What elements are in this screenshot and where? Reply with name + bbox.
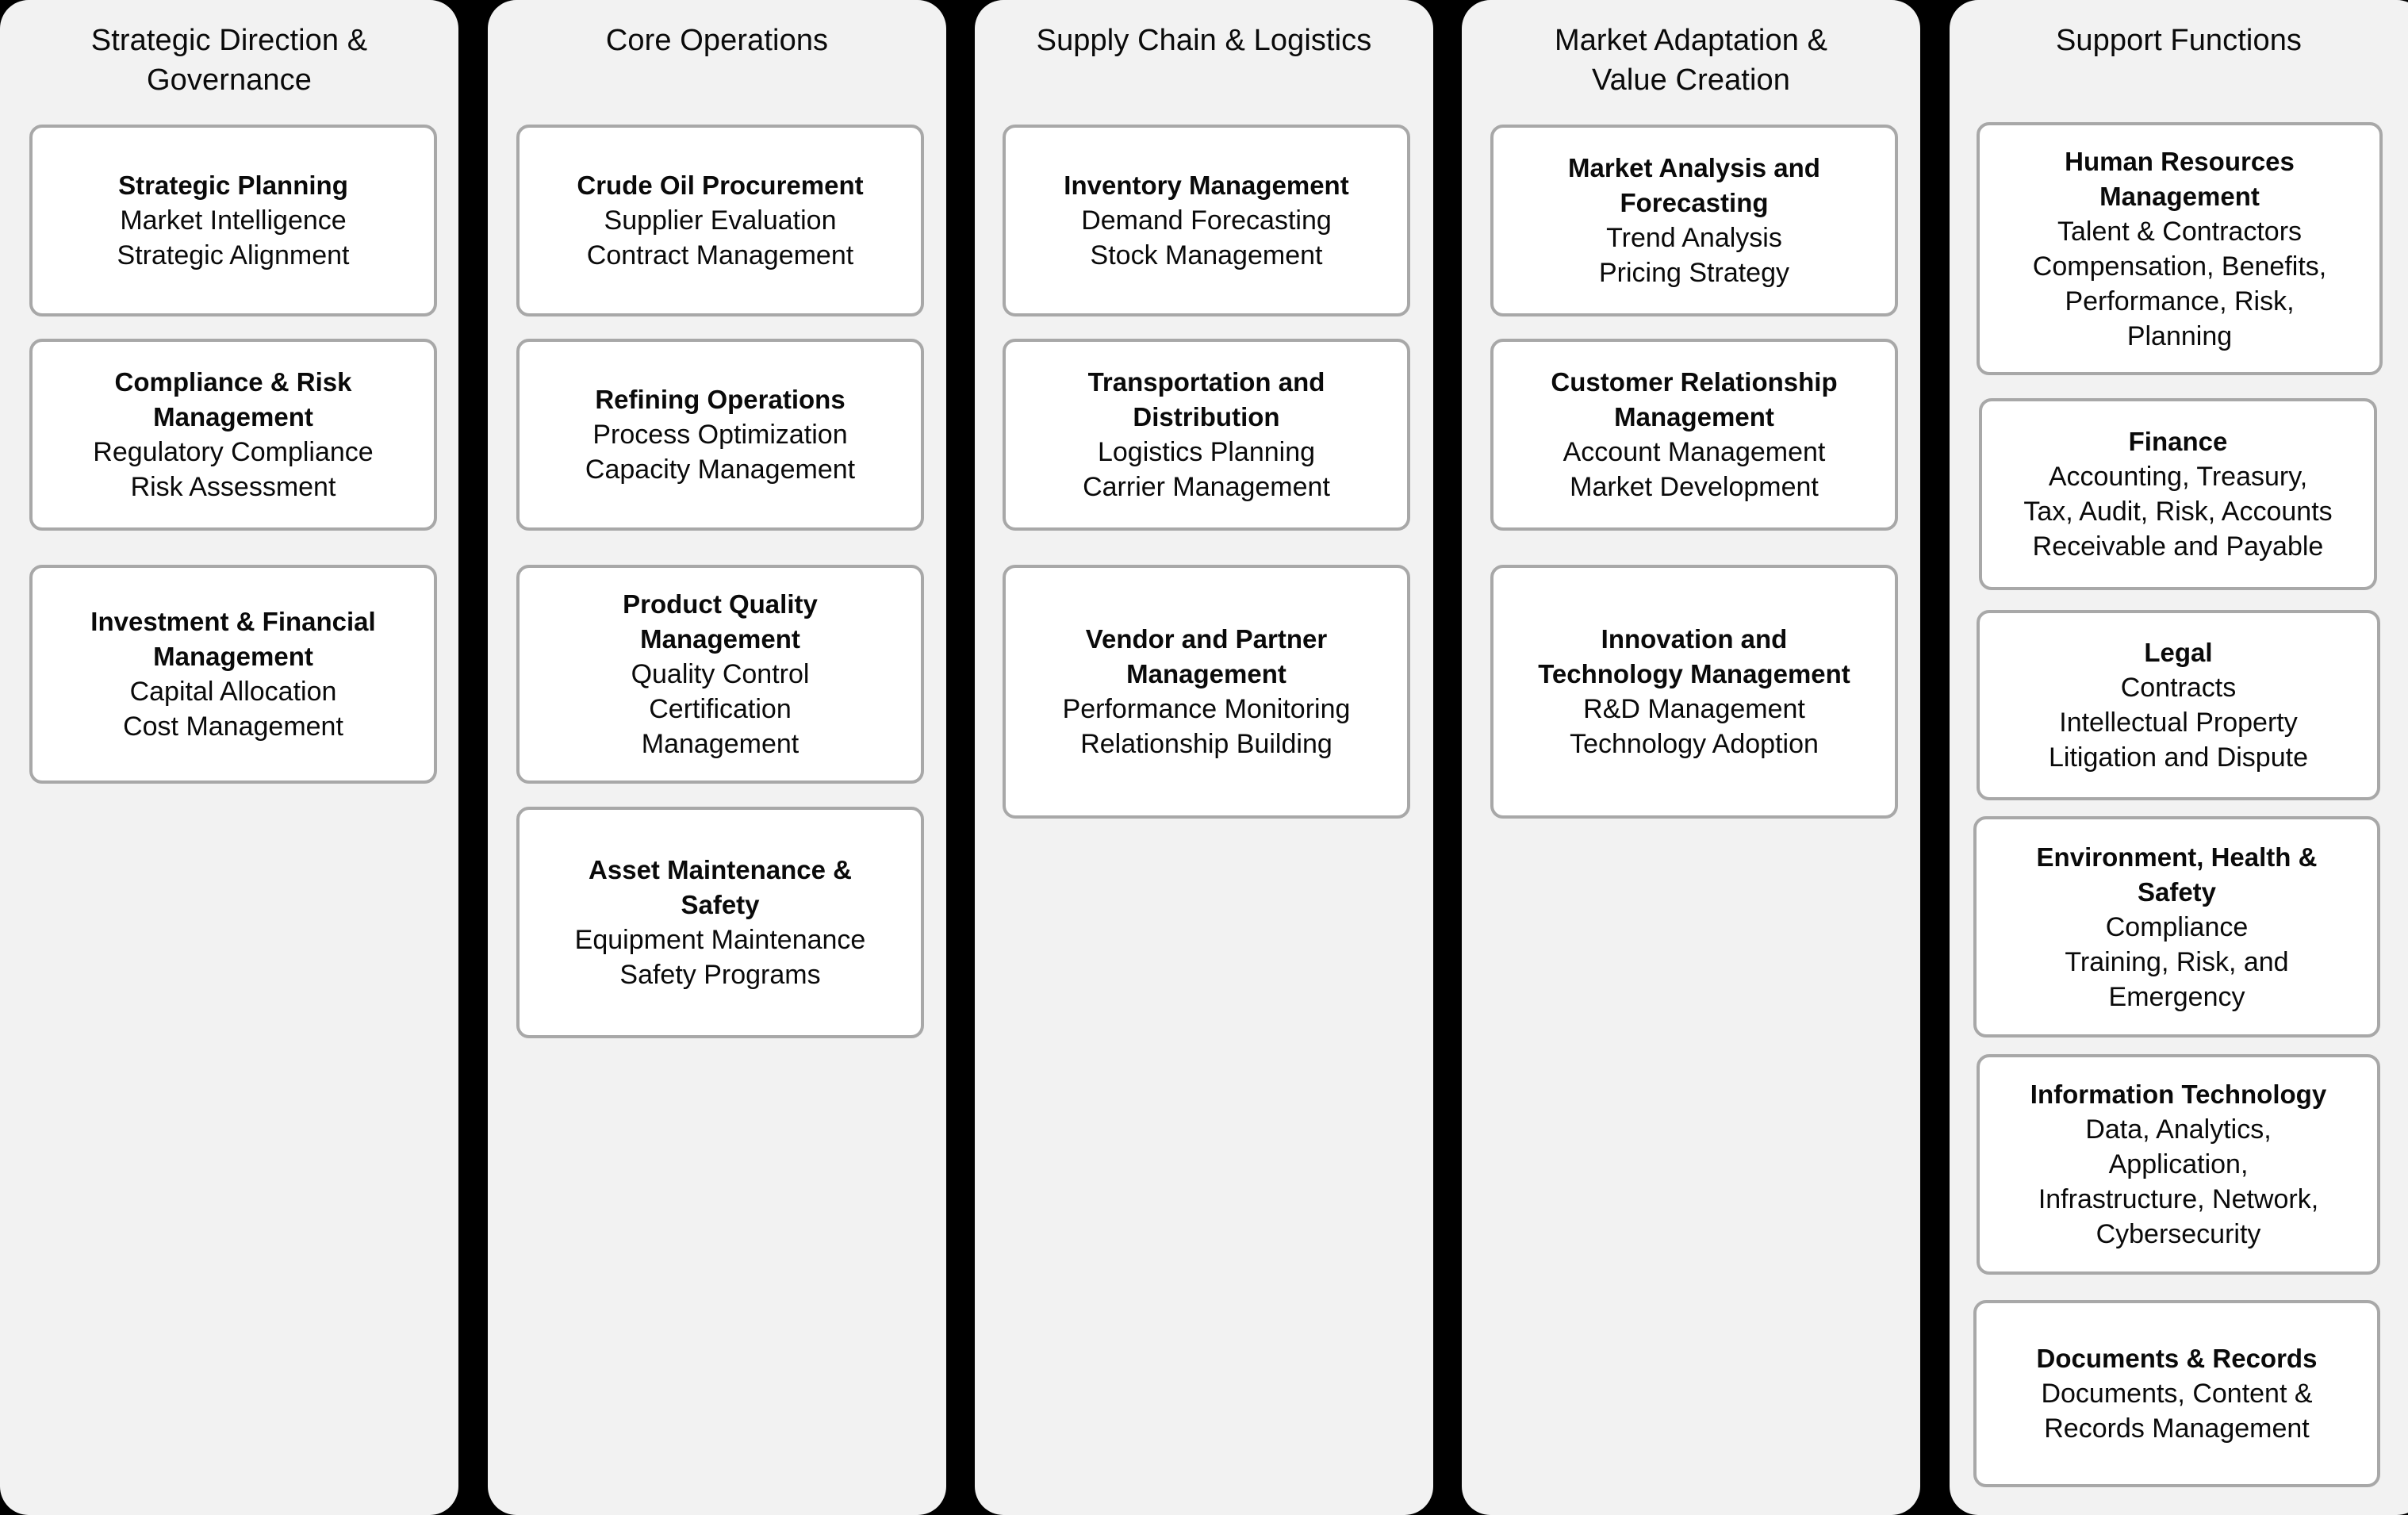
box-title: Technology Management [1538, 659, 1850, 688]
box-title: Safety [681, 890, 760, 919]
box-detail: R&D Management [1583, 694, 1805, 724]
column-title-line: Support Functions [2055, 24, 2303, 57]
box-title: Compliance & Risk [114, 367, 352, 397]
box-detail: Strategic Alignment [117, 240, 350, 270]
box-detail: Equipment Maintenance [574, 925, 866, 955]
box-title: Transportation and [1087, 367, 1325, 397]
box-title: Distribution [1133, 402, 1280, 431]
box-title: Management [153, 402, 313, 431]
box-detail: Market Intelligence [120, 205, 347, 236]
box-detail: Contracts [2120, 673, 2237, 703]
box-detail: Cybersecurity [2095, 1219, 2261, 1249]
box-title: Environment, Health & [2036, 842, 2318, 872]
box-detail: Management [641, 729, 799, 759]
capability-box-product-quality[interactable] [516, 565, 924, 784]
box-title: Innovation and [1601, 624, 1788, 654]
capability-box-investment-financial[interactable] [29, 565, 437, 784]
box-title: Customer Relationship [1551, 367, 1838, 397]
column-title-line: Core Operations [605, 24, 829, 57]
box-detail: Tax, Audit, Risk, Accounts [2023, 497, 2333, 527]
capability-box-market-analysis[interactable] [1490, 125, 1898, 316]
box-detail: Relationship Building [1080, 729, 1332, 759]
column-title-line: Market Adaptation & [1554, 24, 1828, 57]
column-title-line: Governance [146, 63, 312, 97]
box-detail: Process Optimization [592, 420, 848, 450]
box-detail: Talent & Contractors [2057, 216, 2303, 247]
box-detail: Demand Forecasting [1081, 205, 1332, 236]
capability-box-customer-relationship[interactable] [1490, 339, 1898, 531]
box-title: Inventory Management [1064, 171, 1349, 200]
capability-box-compliance-risk[interactable] [29, 339, 437, 531]
box-title: Management [1126, 659, 1286, 688]
column-title [0, 21, 458, 100]
box-detail: Training, Risk, and [2065, 946, 2289, 977]
box-detail: Emergency [2108, 981, 2245, 1012]
box-title: Management [1614, 402, 1774, 431]
box-detail: Trend Analysis [1606, 223, 1782, 253]
box-detail: Litigation and Dispute [2048, 742, 2308, 773]
column-title-line: Strategic Direction & [90, 24, 368, 57]
box-title: Product Quality [623, 589, 818, 619]
box-title: Management [640, 624, 800, 654]
column-market-adaptation-value-creation [1462, 0, 1920, 1515]
box-detail: Pricing Strategy [1599, 258, 1789, 288]
box-detail: Regulatory Compliance [93, 437, 374, 467]
box-title: Refining Operations [595, 385, 845, 414]
column-supply-chain-logistics [975, 0, 1433, 1515]
box-title: Finance [2128, 427, 2228, 456]
box-title: Crude Oil Procurement [577, 171, 864, 200]
column-title [1950, 21, 2408, 60]
column-title-line: Value Creation [1592, 63, 1790, 97]
box-detail: Data, Analytics, [2085, 1114, 2272, 1145]
box-detail: Compensation, Benefits, [2032, 251, 2327, 282]
box-detail: Infrastructure, Network, [2038, 1184, 2319, 1214]
box-detail: Market Development [1570, 472, 1819, 502]
box-detail: Documents, Content & [2041, 1379, 2313, 1409]
capability-box-asset-maintenance[interactable] [516, 807, 924, 1038]
box-detail: Certification [649, 694, 792, 724]
box-title: Investment & Financial [90, 607, 376, 636]
box-detail: Performance Monitoring [1062, 694, 1351, 724]
box-title: Legal [2144, 638, 2213, 667]
box-detail: Intellectual Property [2059, 708, 2298, 738]
box-title: Management [2099, 181, 2260, 211]
box-detail: Contract Management [586, 240, 854, 270]
box-detail: Capacity Management [585, 454, 856, 485]
box-title: Market Analysis and [1568, 153, 1820, 182]
box-detail: Compliance [2105, 911, 2249, 942]
box-detail: Receivable and Payable [2032, 531, 2324, 562]
column-support-functions [1950, 0, 2408, 1515]
box-title: Strategic Planning [118, 171, 348, 200]
capability-box-information-technology[interactable] [1977, 1054, 2380, 1275]
box-title: Human Resources [2065, 146, 2295, 176]
box-detail: Carrier Management [1083, 472, 1330, 502]
box-title: Forecasting [1620, 188, 1769, 217]
box-detail: Performance, Risk, [2065, 286, 2295, 316]
capability-box-refining-operations[interactable] [516, 339, 924, 531]
box-title: Documents & Records [2036, 1344, 2318, 1373]
box-title: Asset Maintenance & [589, 855, 852, 884]
capability-box-innovation-technology[interactable] [1490, 565, 1898, 819]
box-detail: Cost Management [123, 711, 343, 742]
capability-box-strategic-planning[interactable] [29, 125, 437, 316]
box-title: Management [153, 642, 313, 671]
box-detail: Logistics Planning [1097, 437, 1316, 467]
box-detail: Account Management [1563, 437, 1826, 467]
box-title: Safety [2137, 876, 2217, 907]
box-detail: Planning [2126, 320, 2233, 351]
box-detail: Accounting, Treasury, [2048, 462, 2308, 492]
capability-box-environment-health-safety[interactable] [1973, 816, 2380, 1037]
box-title: Information Technology [2030, 1080, 2327, 1109]
capability-box-transportation-distribution[interactable] [1003, 339, 1410, 531]
column-title [975, 21, 1433, 60]
box-detail: Technology Adoption [1570, 729, 1819, 759]
box-detail: Supplier Evaluation [604, 205, 837, 236]
column-core-operations [488, 0, 946, 1515]
box-title: Vendor and Partner [1085, 624, 1328, 654]
box-detail: Stock Management [1090, 240, 1323, 270]
box-detail: Risk Assessment [130, 472, 336, 502]
box-detail: Safety Programs [619, 960, 821, 990]
box-detail: Capital Allocation [129, 677, 337, 707]
column-strategic-direction-governance [0, 0, 458, 1515]
capability-box-crude-oil-procurement[interactable] [516, 125, 924, 316]
column-title [488, 21, 946, 60]
column-title-line: Supply Chain & Logistics [1036, 24, 1372, 57]
capability-box-documents-records[interactable] [1973, 1300, 2380, 1487]
capability-box-inventory-management[interactable] [1003, 125, 1410, 316]
box-detail: Quality Control [631, 659, 810, 689]
box-detail: Application, [2108, 1149, 2249, 1179]
capability-box-human-resources[interactable] [1977, 122, 2383, 375]
capability-box-vendor-partner[interactable] [1003, 565, 1410, 819]
column-title [1462, 21, 1920, 100]
capability-box-legal[interactable] [1977, 610, 2380, 800]
box-detail: Records Management [2044, 1413, 2310, 1444]
capability-box-finance[interactable] [1979, 398, 2377, 590]
